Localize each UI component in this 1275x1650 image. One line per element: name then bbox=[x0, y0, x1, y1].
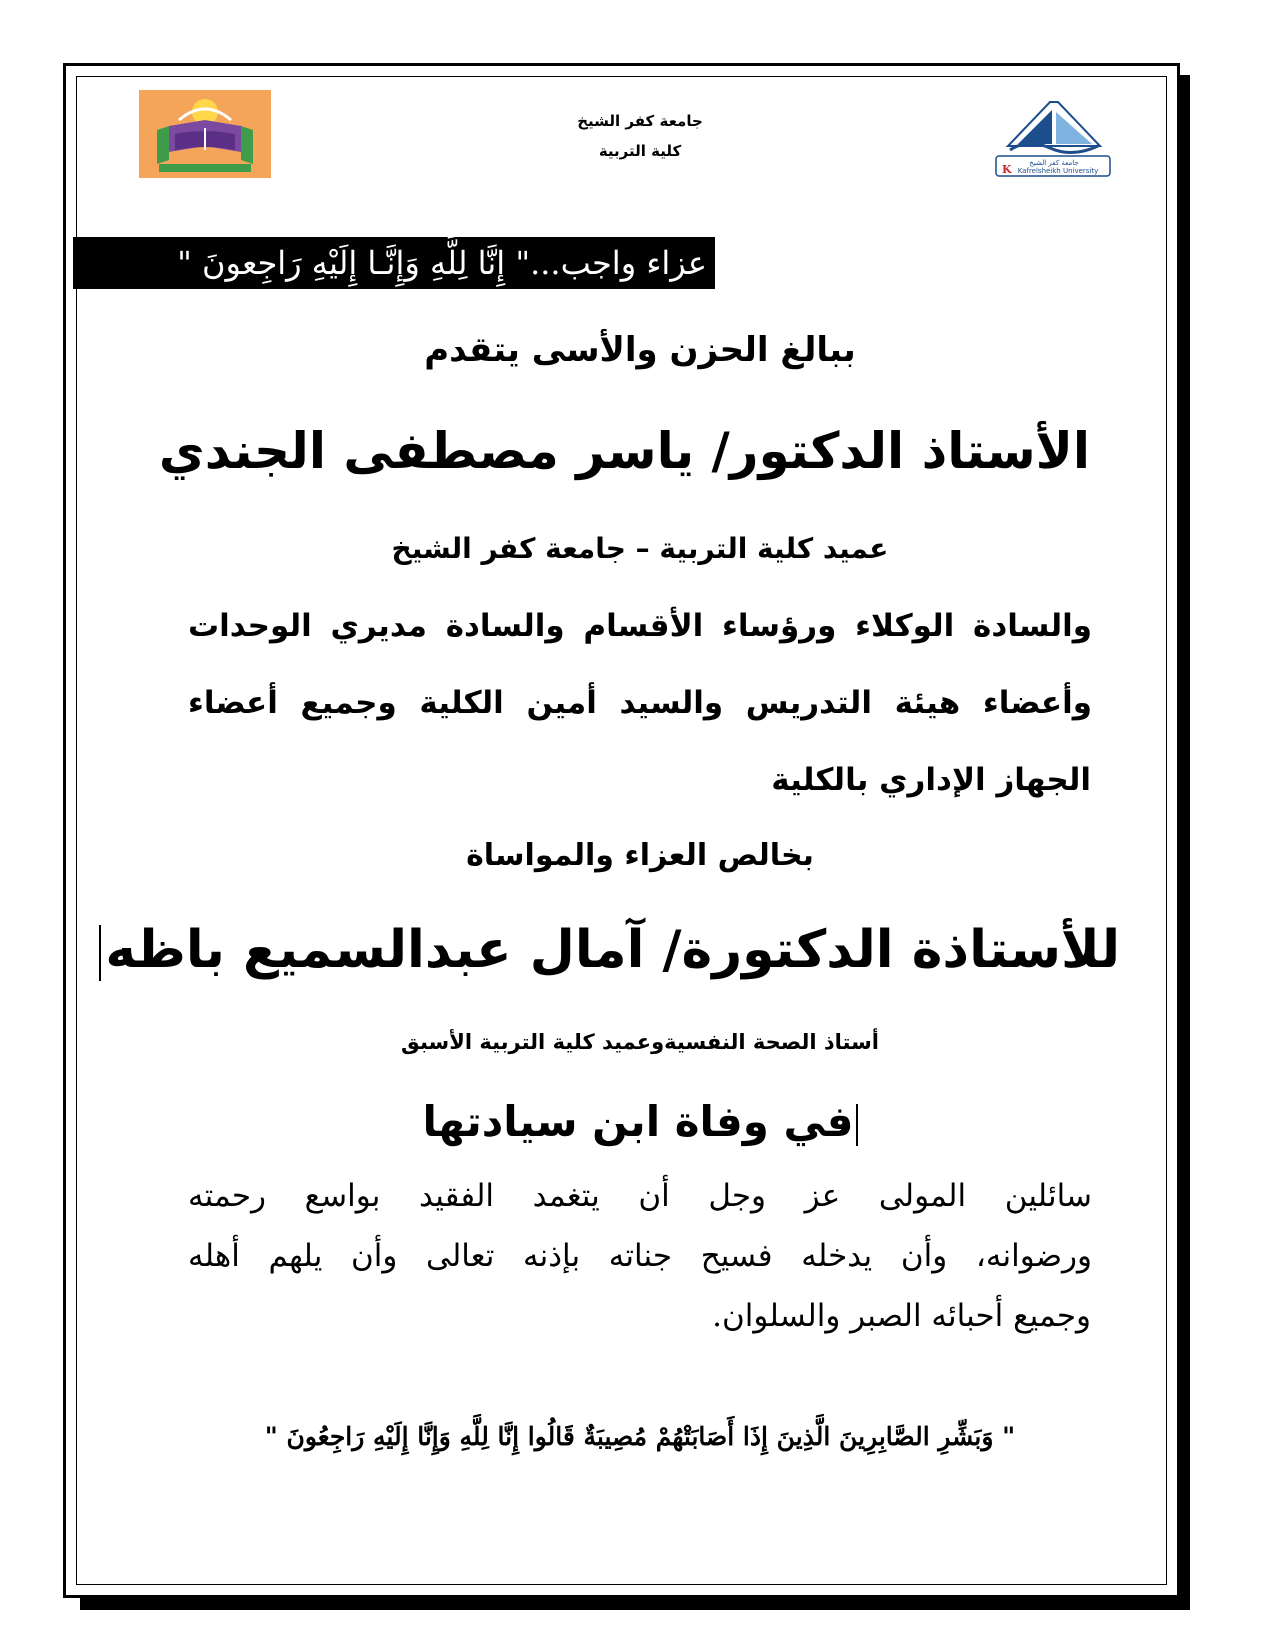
recipient-title: أستاذ الصحة النفسيةوعميد كلية التربية الأسبق bbox=[401, 1030, 879, 1054]
university-logo-arabic-text: جامعة كفر الشيخ bbox=[1029, 159, 1079, 167]
faculty-logo-icon bbox=[139, 90, 271, 178]
occasion-line bbox=[340, 1097, 940, 1146]
recipient-name-text: للأستاذة الدكتورة/ آمال عبدالسميع باظه bbox=[105, 920, 1120, 980]
condolence-line: بخالص العزاء والمواساة bbox=[466, 838, 814, 873]
intro-line: ببالغ الحزن والأسى يتقدم bbox=[424, 330, 856, 370]
sender-title: عميد كلية التربية – جامعة كفر الشيخ bbox=[391, 532, 889, 565]
quran-verse: " وَبَشِّرِ الصَّابِرِينَ الَّذِينَ إِذَا أَصَابَتْهُمْ مُصِيبَةٌ قَالُوا إِنَّا لِلَّهِ وَإِنَّا إِلَيْهِ رَاجِعُونَ " bbox=[264, 1422, 1016, 1451]
condolence-banner bbox=[73, 237, 715, 289]
text-cursor bbox=[99, 925, 101, 981]
university-name: جامعة كفر الشيخ bbox=[577, 112, 703, 130]
staff-line-3: الجهاز الإداري بالكلية bbox=[771, 762, 1091, 798]
prayer-line-3: وجميع أحبائه الصبر والسلوان. bbox=[712, 1298, 1091, 1334]
prayer-line-2: ورضوانه، وأن يدخله فسيح جناته بإذنه تعالى وأن يلهم أهله bbox=[188, 1238, 1092, 1274]
prayer-line-1: سائلين المولى عز وجل أن يتغمد الفقيد بواسع رحمته bbox=[188, 1178, 1092, 1214]
page-frame bbox=[63, 63, 1180, 1598]
university-logo-icon bbox=[988, 98, 1118, 180]
inner-border bbox=[76, 76, 1167, 1585]
occasion-text: في وفاة ابن سيادتها bbox=[422, 1097, 854, 1146]
faculty-name: كلية التربية bbox=[598, 142, 682, 160]
staff-line-2: وأعضاء هيئة التدريس والسيد أمين الكلية وجميع أعضاء bbox=[188, 685, 1092, 721]
staff-line-1: والسادة الوكلاء ورؤساء الأقسام والسادة مديري الوحدات bbox=[188, 608, 1092, 644]
sender-name: الأستاذ الدكتور/ ياسر مصطفى الجندي bbox=[158, 422, 1090, 480]
recipient-name bbox=[105, 920, 1120, 981]
university-logo-english-text: Kafrelsheikh University bbox=[1017, 167, 1099, 175]
banner-text: عزاء واجب..." إِنَّا لِلَّهِ وَإِنَّـا إِلَيْهِ رَاجِعونَ " bbox=[177, 244, 707, 282]
text-cursor bbox=[856, 1104, 858, 1146]
svg-text:K: K bbox=[1002, 163, 1012, 176]
